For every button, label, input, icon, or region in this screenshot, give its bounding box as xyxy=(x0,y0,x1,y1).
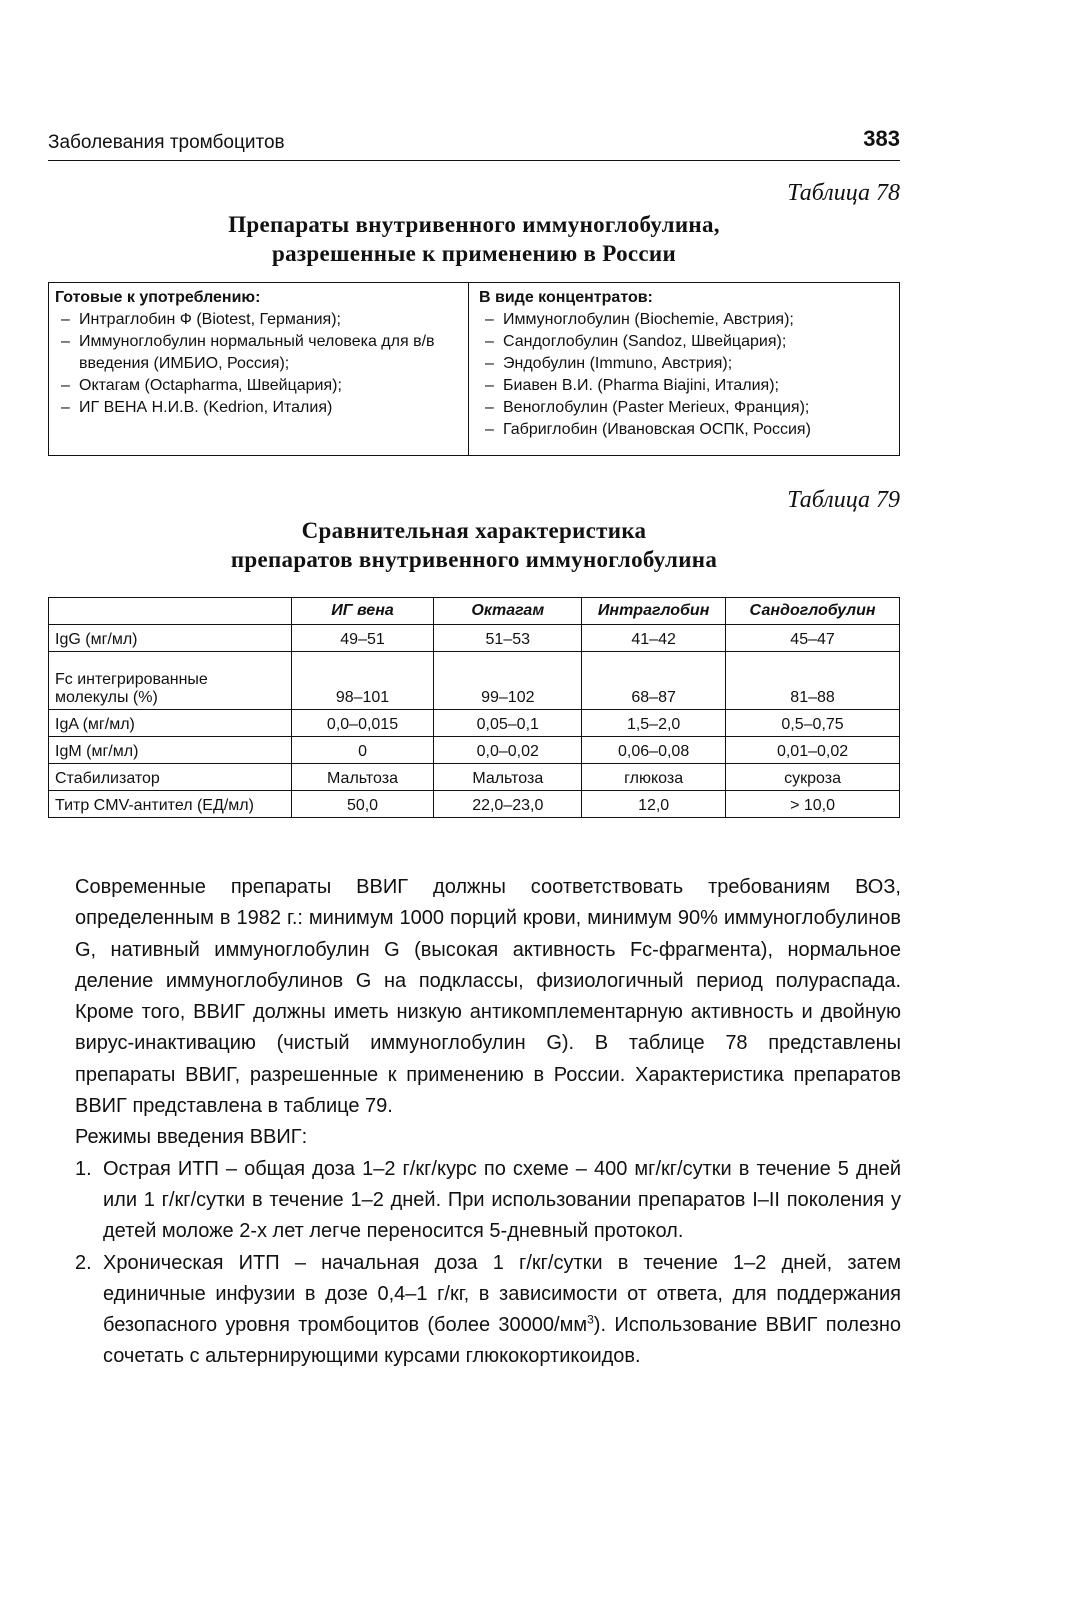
table79-cell: 99–102 xyxy=(434,652,582,710)
table79-row-label: IgM (мг/мл) xyxy=(49,737,292,764)
table78-list-item: – Биавен В.И. (Pharma Biajini, Италия); xyxy=(479,375,893,397)
list-item xyxy=(75,1248,901,1373)
table78-right-column xyxy=(469,283,899,455)
table78-list-item: – Сандоглобулин (Sandoz, Швейцария); xyxy=(479,331,893,353)
modes-heading: Режимы введения ВВИГ: xyxy=(75,1126,308,1149)
table79-cell: 22,0–23,0 xyxy=(434,791,582,818)
table79-body xyxy=(49,625,900,818)
body-text xyxy=(75,872,901,1373)
chapter-title: Заболевания тромбоцитов xyxy=(48,132,285,153)
table79-cell: 0,5–0,75 xyxy=(726,710,900,737)
table79-cell: 0,05–0,1 xyxy=(434,710,582,737)
table78-left-list xyxy=(55,309,462,419)
table79-cell: 0,01–0,02 xyxy=(726,737,900,764)
table79-cell: 81–88 xyxy=(726,652,900,710)
list-item-text-part1: Хроническая ИТП – начальная доза 1 г/кг/сутки в течение 1–2 дней, затем единичные инфузии в дозе 0,4–1 г/кг, в зависимости от ответа, для поддержания безопасного уровня тромбоцитов (более 30000/мм xyxy=(103,1251,901,1337)
list-item-number: 1. xyxy=(75,1157,92,1180)
table79-cell: > 10,0 xyxy=(726,791,900,818)
table79-cell: 0,0–0,015 xyxy=(291,710,434,737)
table-row xyxy=(49,710,900,737)
table79-cell: 1,5–2,0 xyxy=(582,710,726,737)
table79-cell: Мальтоза xyxy=(434,764,582,791)
table78-list-item: – Октагам (Octapharma, Швейцария); xyxy=(55,375,462,397)
table79-cell: 0,0–0,02 xyxy=(434,737,582,764)
table79-caption-line2: препаратов внутривенного иммуноглобулина xyxy=(230,547,718,572)
table79-header-row xyxy=(49,598,900,625)
table78-caption-line2: разрешенные к применению в России xyxy=(271,241,676,266)
table79-column-header: ИГ вена xyxy=(291,598,434,625)
table79-cell: 12,0 xyxy=(582,791,726,818)
table79 xyxy=(48,597,900,818)
table79-corner-cell xyxy=(49,598,292,625)
table79-cell: 45–47 xyxy=(726,625,900,652)
table79-caption-line1: Сравнительная характеристика xyxy=(301,518,647,543)
table78-list-item: – Веноглобулин (Paster Merieux, Франция); xyxy=(479,397,893,419)
table79-cell: глюкоза xyxy=(582,764,726,791)
table-row xyxy=(49,791,900,818)
table79-cell: 98–101 xyxy=(291,652,434,710)
table79-row-label: IgA (мг/мл) xyxy=(49,710,292,737)
table78-label: Таблица 78 xyxy=(787,180,900,206)
table78-list-item: – ИГ ВЕНА Н.И.В. (Kedrion, Италия) xyxy=(55,397,462,419)
table78-caption xyxy=(48,210,900,268)
table79-caption xyxy=(48,516,900,574)
table79-cell: 0 xyxy=(291,737,434,764)
table79-cell: 50,0 xyxy=(291,791,434,818)
table-row xyxy=(49,737,900,764)
table78 xyxy=(48,282,900,456)
table79-row-label: Fc интегрированные молекулы (%) xyxy=(49,652,292,710)
table79-row-label: IgG (мг/мл) xyxy=(49,625,292,652)
table78-list-item: – Иммуноглобулин нормальный человека для в/в введения (ИМБИО, Россия); xyxy=(55,331,462,375)
table79-label: Таблица 79 xyxy=(787,487,900,513)
table78-list-item: – Габриглобин (Ивановская ОСПК, Россия) xyxy=(479,419,893,441)
table79-cell: 51–53 xyxy=(434,625,582,652)
list-item-text-part2: ). Использование ВВИГ полезно сочетать с альтернирующими курсами глюкокортикоидов. xyxy=(103,1314,901,1368)
table78-left-heading: Готовые к употреблению: xyxy=(55,289,261,306)
table79-cell: 41–42 xyxy=(582,625,726,652)
table79-column-header: Октагам xyxy=(434,598,582,625)
table78-list-item: – Иммуноглобулин (Biochemie, Австрия); xyxy=(479,309,893,331)
page-number: 383 xyxy=(863,126,900,151)
table-row xyxy=(49,764,900,791)
table79-cell: 68–87 xyxy=(582,652,726,710)
table79-cell: 49–51 xyxy=(291,625,434,652)
table78-right-heading: В виде концентратов: xyxy=(479,289,653,306)
table78-left-column xyxy=(49,283,469,455)
table78-right-list xyxy=(479,309,893,441)
superscript: 3 xyxy=(587,1312,594,1327)
table78-list-item: – Эндобулин (Immuno, Австрия); xyxy=(479,353,893,375)
table79-cell: 0,06–0,08 xyxy=(582,737,726,764)
table79-cell: Мальтоза xyxy=(291,764,434,791)
table78-list-item: – Интраглобин Ф (Biotest, Германия); xyxy=(55,309,462,331)
list-item-number: 2. xyxy=(75,1251,92,1274)
table79-row-label: Стабилизатор xyxy=(49,764,292,791)
table79-cell: сукроза xyxy=(726,764,900,791)
table78-caption-line1: Препараты внутривенного иммуноглобулина, xyxy=(228,212,720,237)
table79-column-header: Интраглобин xyxy=(582,598,726,625)
table79-row-label: Титр CMV-антител (ЕД/мл) xyxy=(49,791,292,818)
list-item-text: Острая ИТП – общая доза 1–2 г/кг/курс по схеме – 400 мг/кг/сутки в течение 5 дней или 1 г/кг/сутки в течение 1–2 дней. При использовании препаратов I–II поколения у детей моложе 2-х лет легче переносится 5-дневный протокол. xyxy=(103,1157,901,1243)
table79-column-header: Сандоглобулин xyxy=(726,598,900,625)
table-row xyxy=(49,625,900,652)
body-paragraph: Современные препараты ВВИГ должны соответствовать требованиям ВОЗ, определенным в 1982 г.: минимум 1000 порций крови, минимум 90% иммуноглобулинов G, нативный иммуноглобулин G (высокая активность Fc-фрагмента), нормальное деление иммуноглобулинов G на подклассы, физиологичный период полураспада. Кроме того, ВВИГ должны иметь низкую антикомплементарную активность и двойную вирус-инактивацию (чистый иммуноглобулин G). В таблице 78 представлены препараты ВВИГ, разрешенные к применению в России. Характеристика препаратов ВВИГ представлена в таблице 79. xyxy=(75,876,901,1118)
running-header xyxy=(48,126,900,161)
list-item xyxy=(75,1154,901,1248)
modes-list xyxy=(75,1154,901,1373)
table-row xyxy=(49,652,900,710)
